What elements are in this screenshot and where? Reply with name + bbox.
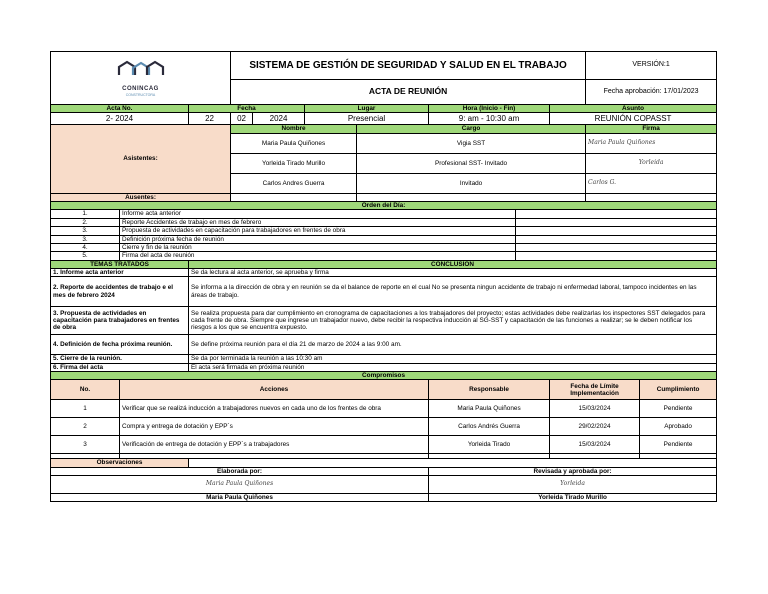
topic: 1. Informe acta anterior xyxy=(51,268,189,276)
commitment-owner-header: Responsable xyxy=(429,380,550,400)
reviewed-name: Yorleida Tirado Murillo xyxy=(429,494,717,502)
agenda-blank xyxy=(516,235,717,243)
ausentes-label: Ausentes: xyxy=(51,193,231,201)
conclusion: Se define próxima reunión para el día 21 de marzo de 2024 a las 9:00 am. xyxy=(189,335,717,355)
ausentes-name xyxy=(231,193,357,201)
commitment-deadline: 29/02/2024 xyxy=(550,418,640,436)
commitment-action: Verificar que se realizá inducción a trabajadores nuevos en cada uno de los frentes de obra xyxy=(120,400,429,418)
attendee-name: Maria Paula Quiñones xyxy=(231,133,357,153)
commitment-deadline: 15/03/2024 xyxy=(550,436,640,454)
asunto-label: Asunto xyxy=(550,105,717,113)
lugar-label: Lugar xyxy=(305,105,429,113)
conclusion: Se da lectura al acta anterior, se aprueba y firma xyxy=(189,268,717,276)
attendee-role: Vigia SST xyxy=(357,133,586,153)
nombre-header: Nombre xyxy=(231,125,357,133)
attendee-signature: Carlos G. xyxy=(586,173,717,193)
date-month: 02 xyxy=(231,113,253,125)
commitment-owner: Carlos Andrés Guerra xyxy=(429,418,550,436)
topics-title: TEMAS TRATADOS xyxy=(51,260,189,268)
agenda-item: Firma del acta de reunión xyxy=(120,252,516,260)
version: VERSIÓN:1 xyxy=(586,52,717,80)
commitment-status-header: Cumplimiento xyxy=(640,380,717,400)
cargo-header: Cargo xyxy=(357,125,586,133)
commitment-no-header: No. xyxy=(51,380,120,400)
date-day: 22 xyxy=(189,113,231,125)
agenda-item: Reporte Accidentes de trabajo en mes de febrero xyxy=(120,218,516,226)
commitment-status: Aprobado xyxy=(640,418,717,436)
agenda-item: Propuesta de actividades en capacitación para trabajadores en frentes de obra xyxy=(120,227,516,235)
agenda-no: 1. xyxy=(51,210,120,218)
conclusion: Se informa a la dirección de obra y en reunión se da el balance de reporte en el cual No se presenta ningun accidente de trabajo ni enfermedad laboral, tampoco incidentes en las áreas de trabajo. xyxy=(189,277,717,307)
agenda-no: 3. xyxy=(51,227,120,235)
commitment-no: 2 xyxy=(51,418,120,436)
prepared-label: Elaborada por: xyxy=(51,467,429,475)
prepared-name: Maria Paula Quiñones xyxy=(51,494,429,502)
acta-number: 2- 2024 xyxy=(51,113,189,125)
agenda-no: 3. xyxy=(51,235,120,243)
conclusion: El acta será firmada en próxima reunión xyxy=(189,363,717,371)
agenda-blank xyxy=(516,227,717,235)
agenda-blank xyxy=(516,218,717,226)
agenda-item: Definición próxima fecha de reunión xyxy=(120,235,516,243)
agenda-item: Informe acta anterior xyxy=(120,210,516,218)
topic: 5. Cierre de la reunión. xyxy=(51,355,189,363)
ausentes-role xyxy=(357,193,586,201)
ausentes-signature xyxy=(586,193,717,201)
lugar-value: Presencial xyxy=(305,113,429,125)
fecha-label: Fecha xyxy=(189,105,305,113)
attendee-name: Yorleida Tirado Murillo xyxy=(231,153,357,173)
logo-subtext: CONSTRUCTORA xyxy=(125,92,156,97)
reviewed-signature: Yorleida xyxy=(429,476,717,494)
conclusion-title: CONCLUSIÓN xyxy=(189,260,717,268)
agenda-blank xyxy=(516,252,717,260)
commitment-action: Compra y entrega de dotación y EPP´s xyxy=(120,418,429,436)
topic: 2. Reporte de accidentes de trabajo e el mes de febrero 2024 xyxy=(51,277,189,307)
commitment-status: Pendiente xyxy=(640,436,717,454)
attendee-signature: Maria Paula Quiñones xyxy=(586,133,717,153)
building-logo-icon xyxy=(111,59,171,83)
commitment-deadline-header: Fecha de Límite Implementación xyxy=(550,380,640,400)
asunto-value: REUNIÓN COPASST xyxy=(550,113,717,125)
commitment-status: Pendiente xyxy=(640,400,717,418)
attendee-signature: Yorleida xyxy=(586,153,717,173)
acta-sheet xyxy=(50,51,716,502)
conclusion: Se realiza propuesta para dar cumplimiento en cronograma de capacitaciones a los trabajadores del proyecto; estas actividades debe realizarlas los inspectores SST delegados para cada frente de obra. Siempre que ingrese un trabajador nuevo, debe recibir la respectiva inducción al SG-SST y capacitación de las funciones a realizar; se le deben notificar los riesgos a los que se encuentra expuesto. xyxy=(189,307,717,335)
observations-value xyxy=(189,459,717,467)
topic: 4. Definición de fecha próxima reunión. xyxy=(51,335,189,355)
commitment-owner: Yorleida Tirado xyxy=(429,436,550,454)
commitment-action: Verificación de entrega de dotación y EPP´s a trabajadores xyxy=(120,436,429,454)
commitment-no: 3 xyxy=(51,436,120,454)
attendee-role: Profesional SST- Invitado xyxy=(357,153,586,173)
agenda-item: Cierre y fin de la reunión xyxy=(120,243,516,251)
hora-value: 9: am - 10:30 am xyxy=(429,113,550,125)
approval-date: Fecha aprobación: 17/01/2023 xyxy=(586,80,717,105)
attendee-role: Invitado xyxy=(357,173,586,193)
document-title: ACTA DE REUNIÓN xyxy=(231,80,586,105)
commitment-action-header: Acciones xyxy=(120,380,429,400)
agenda-title: Orden del Día: xyxy=(51,202,717,210)
agenda-no: 5. xyxy=(51,252,120,260)
agenda-blank xyxy=(516,210,717,218)
logo-text: CONINCAG xyxy=(122,85,159,92)
acta-label: Acta No. xyxy=(51,105,189,113)
commitment-no: 1 xyxy=(51,400,120,418)
agenda-no: 2. xyxy=(51,218,120,226)
attendee-name: Carlos Andres Guerra xyxy=(231,173,357,193)
logo xyxy=(51,52,231,105)
agenda-no: 4. xyxy=(51,243,120,251)
commitments-title: Compromisos xyxy=(51,372,717,380)
firma-header: Firma xyxy=(586,125,717,133)
acta-table xyxy=(50,51,717,502)
commitment-owner: Maria Paula Quiñones xyxy=(429,400,550,418)
asistentes-label: Asistentes: xyxy=(51,125,231,193)
hora-label: Hora (Inicio - Fin) xyxy=(429,105,550,113)
topic: 6. Firma del acta xyxy=(51,363,189,371)
topic: 3. Propuesta de actividades en capacitación para trabajadores en frentes de obra xyxy=(51,307,189,335)
conclusion: Se da por terminada la reunión a las 10:30 am xyxy=(189,355,717,363)
date-year: 2024 xyxy=(253,113,305,125)
agenda-blank xyxy=(516,243,717,251)
reviewed-label: Revisada y aprobada por: xyxy=(429,467,717,475)
system-title: SISTEMA DE GESTIÓN DE SEGURIDAD Y SALUD EN EL TRABAJO xyxy=(231,52,586,80)
observations-label: Observaciones xyxy=(51,459,189,467)
prepared-signature: Maria Paula Quiñones xyxy=(51,476,429,494)
commitment-deadline: 15/03/2024 xyxy=(550,400,640,418)
